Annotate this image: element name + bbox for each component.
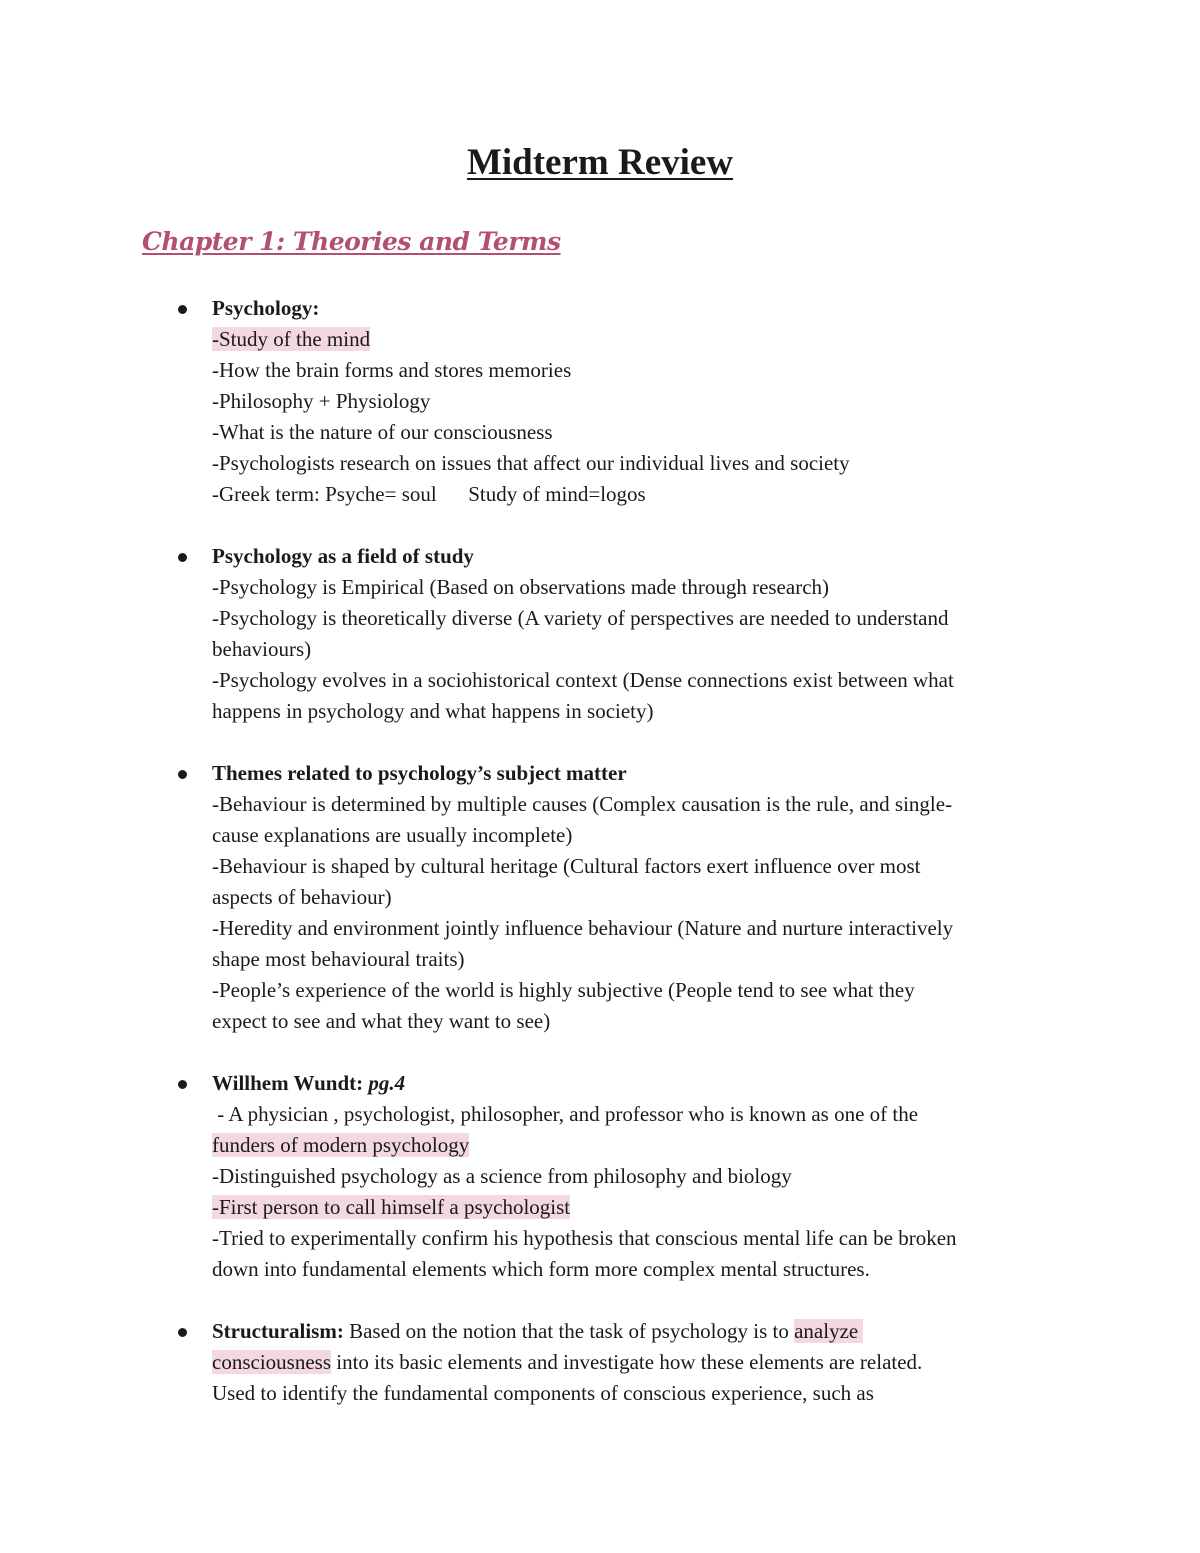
highlighted-text: analyze <box>794 1319 864 1343</box>
item-line: -Psychologists research on issues that affect our individual lives and society <box>212 451 850 475</box>
item-heading: Psychology as a field of study <box>212 544 474 568</box>
item-text: Based on the notion that the task of psychology is to <box>343 1319 795 1343</box>
item-line: -Behaviour is shaped by cultural heritage (Cultural factors exert influence over most <box>212 854 921 878</box>
bullet-list <box>0 293 1200 1440</box>
highlighted-text: consciousness <box>212 1350 331 1374</box>
bullet-icon <box>178 1080 187 1089</box>
item-line: Used to identify the fundamental components of conscious experience, such as <box>212 1381 874 1405</box>
item-line: down into fundamental elements which form more complex mental structures. <box>212 1257 870 1281</box>
item-line: -Heredity and environment jointly influence behaviour (Nature and nurture interactively <box>212 916 954 940</box>
item-line: cause explanations are usually incomplete) <box>212 823 573 847</box>
item-line: -Psychology evolves in a sociohistorical context (Dense connections exist between what <box>212 668 954 692</box>
item-line: aspects of behaviour) <box>212 885 392 909</box>
item-line: shape most behavioural traits) <box>212 947 465 971</box>
item-line: behaviours) <box>212 637 312 661</box>
bullet-icon <box>178 553 187 562</box>
item-line: -Philosophy + Physiology <box>212 389 431 413</box>
item-line: -Tried to experimentally confirm his hypothesis that conscious mental life can be broken <box>212 1226 957 1250</box>
list-item-field-of-study <box>0 541 1200 727</box>
highlighted-text: -First person to call himself a psychologist <box>212 1195 571 1219</box>
item-line <box>212 324 1062 355</box>
list-item-wundt <box>0 1068 1200 1285</box>
item-line <box>212 1130 1062 1161</box>
list-item-psychology <box>0 293 1200 510</box>
document-title: Midterm Review <box>466 142 734 183</box>
page-reference: pg.4 <box>368 1071 406 1095</box>
bullet-icon <box>178 1328 187 1337</box>
highlighted-text: -Study of the mind <box>212 327 371 351</box>
item-line: -People’s experience of the world is highly subjective (People tend to see what they <box>212 978 915 1002</box>
item-heading: Willhem Wundt: <box>212 1071 364 1095</box>
chapter-heading: Chapter 1: Theories and Terms <box>142 227 561 256</box>
item-line: -How the brain forms and stores memories <box>212 358 572 382</box>
highlighted-text: funders of modern psychology <box>212 1133 470 1157</box>
item-heading: Themes related to psychology’s subject matter <box>212 761 627 785</box>
item-line: -Psychology is theoretically diverse (A variety of perspectives are needed to understand <box>212 606 949 630</box>
list-item-themes <box>0 758 1200 1037</box>
bullet-icon <box>178 770 187 779</box>
item-line: -Psychology is Empirical (Based on observations made through research) <box>212 575 830 599</box>
item-heading-row <box>212 1068 1062 1099</box>
item-line: -Distinguished psychology as a science from philosophy and biology <box>212 1164 792 1188</box>
item-line: -Greek term: Psyche= soul Study of mind=logos <box>212 482 646 506</box>
item-heading: Psychology: <box>212 296 320 320</box>
list-item-structuralism <box>0 1316 1200 1409</box>
item-line <box>212 1347 1062 1378</box>
item-line: -What is the nature of our consciousness <box>212 420 553 444</box>
item-line: expect to see and what they want to see) <box>212 1009 551 1033</box>
item-line <box>212 1192 1062 1223</box>
item-line: -Behaviour is determined by multiple causes (Complex causation is the rule, and single- <box>212 792 953 816</box>
item-line <box>212 1316 1062 1347</box>
item-line: - A physician , psychologist, philosopher, and professor who is known as one of the <box>212 1102 919 1126</box>
bullet-icon <box>178 305 187 314</box>
item-line: happens in psychology and what happens in society) <box>212 699 654 723</box>
item-text: into its basic elements and investigate how these elements are related. <box>331 1350 923 1374</box>
item-heading: Structuralism: <box>212 1319 344 1343</box>
